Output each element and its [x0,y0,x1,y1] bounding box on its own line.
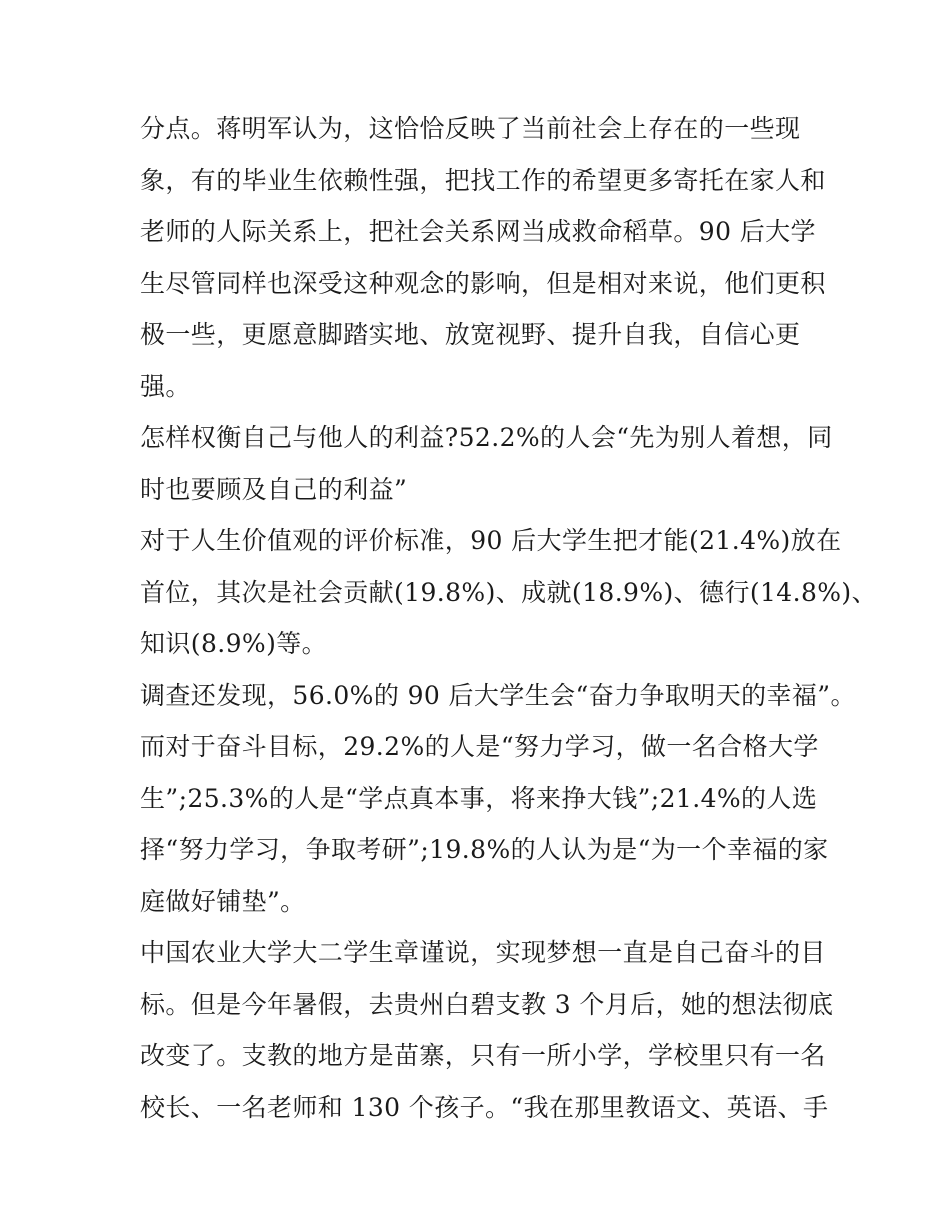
text-line: 老师的人际关系上，把社会关系网当成救命稻草。90 后大学 [140,217,816,246]
text-line: 强。 [140,371,191,401]
text-line: 校长、一名老师和 130 个孩子。“我在那里教语文、英语、手 [140,1092,829,1122]
text-line: 时也要顾及自己的利益” [140,474,408,504]
text-line: 知识(8.9%)等。 [140,629,328,658]
text-line: 生尽管同样也深受这种观念的影响，但是相对来说，他们更积 [140,268,826,298]
text-line: 象，有的毕业生依赖性强，把找工作的希望更多寄托在家人和 [140,165,826,195]
text-line: 分点。蒋明军认为，这恰恰反映了当前社会上存在的一些现 [140,114,801,143]
text-line: 而对于奋斗目标，29.2%的人是“努力学习，做一名合格大学 [140,732,819,761]
text-line: 对于人生价值观的评价标准，90 后大学生把才能(21.4%)放在 [140,526,842,555]
text-line: 庭做好铺垫”。 [140,886,306,916]
text-line: 标。但是今年暑假，去贵州白碧支教 3 个月后，她的想法彻底 [140,989,834,1019]
text-line: 极一些，更愿意脚踏实地、放宽视野、提升自我，自信心更 [140,320,801,349]
article-text [140,103,877,1133]
text-line: 首位，其次是社会贡献(19.8%)、成就(18.9%)、德行(14.8%)、 [140,577,877,607]
text-line: 生”;25.3%的人是“学点真本事，将来挣大钱”;21.4%的人选 [140,783,818,813]
text-line: 改变了。支教的地方是苗寨，只有一所小学，学校里只有一名 [140,1041,826,1070]
text-line: 择“努力学习，争取考研”;19.8%的人认为是“为一个幸福的家 [140,835,829,864]
text-line: 中国农业大学大二学生章谨说，实现梦想一直是自己奋斗的目 [140,938,826,967]
text-line: 怎样权衡自己与他人的利益?52.2%的人会“先为别人着想，同 [140,423,833,452]
text-line: 调查还发现，56.0%的 90 后大学生会“奋力争取明天的幸福”。 [140,680,856,710]
